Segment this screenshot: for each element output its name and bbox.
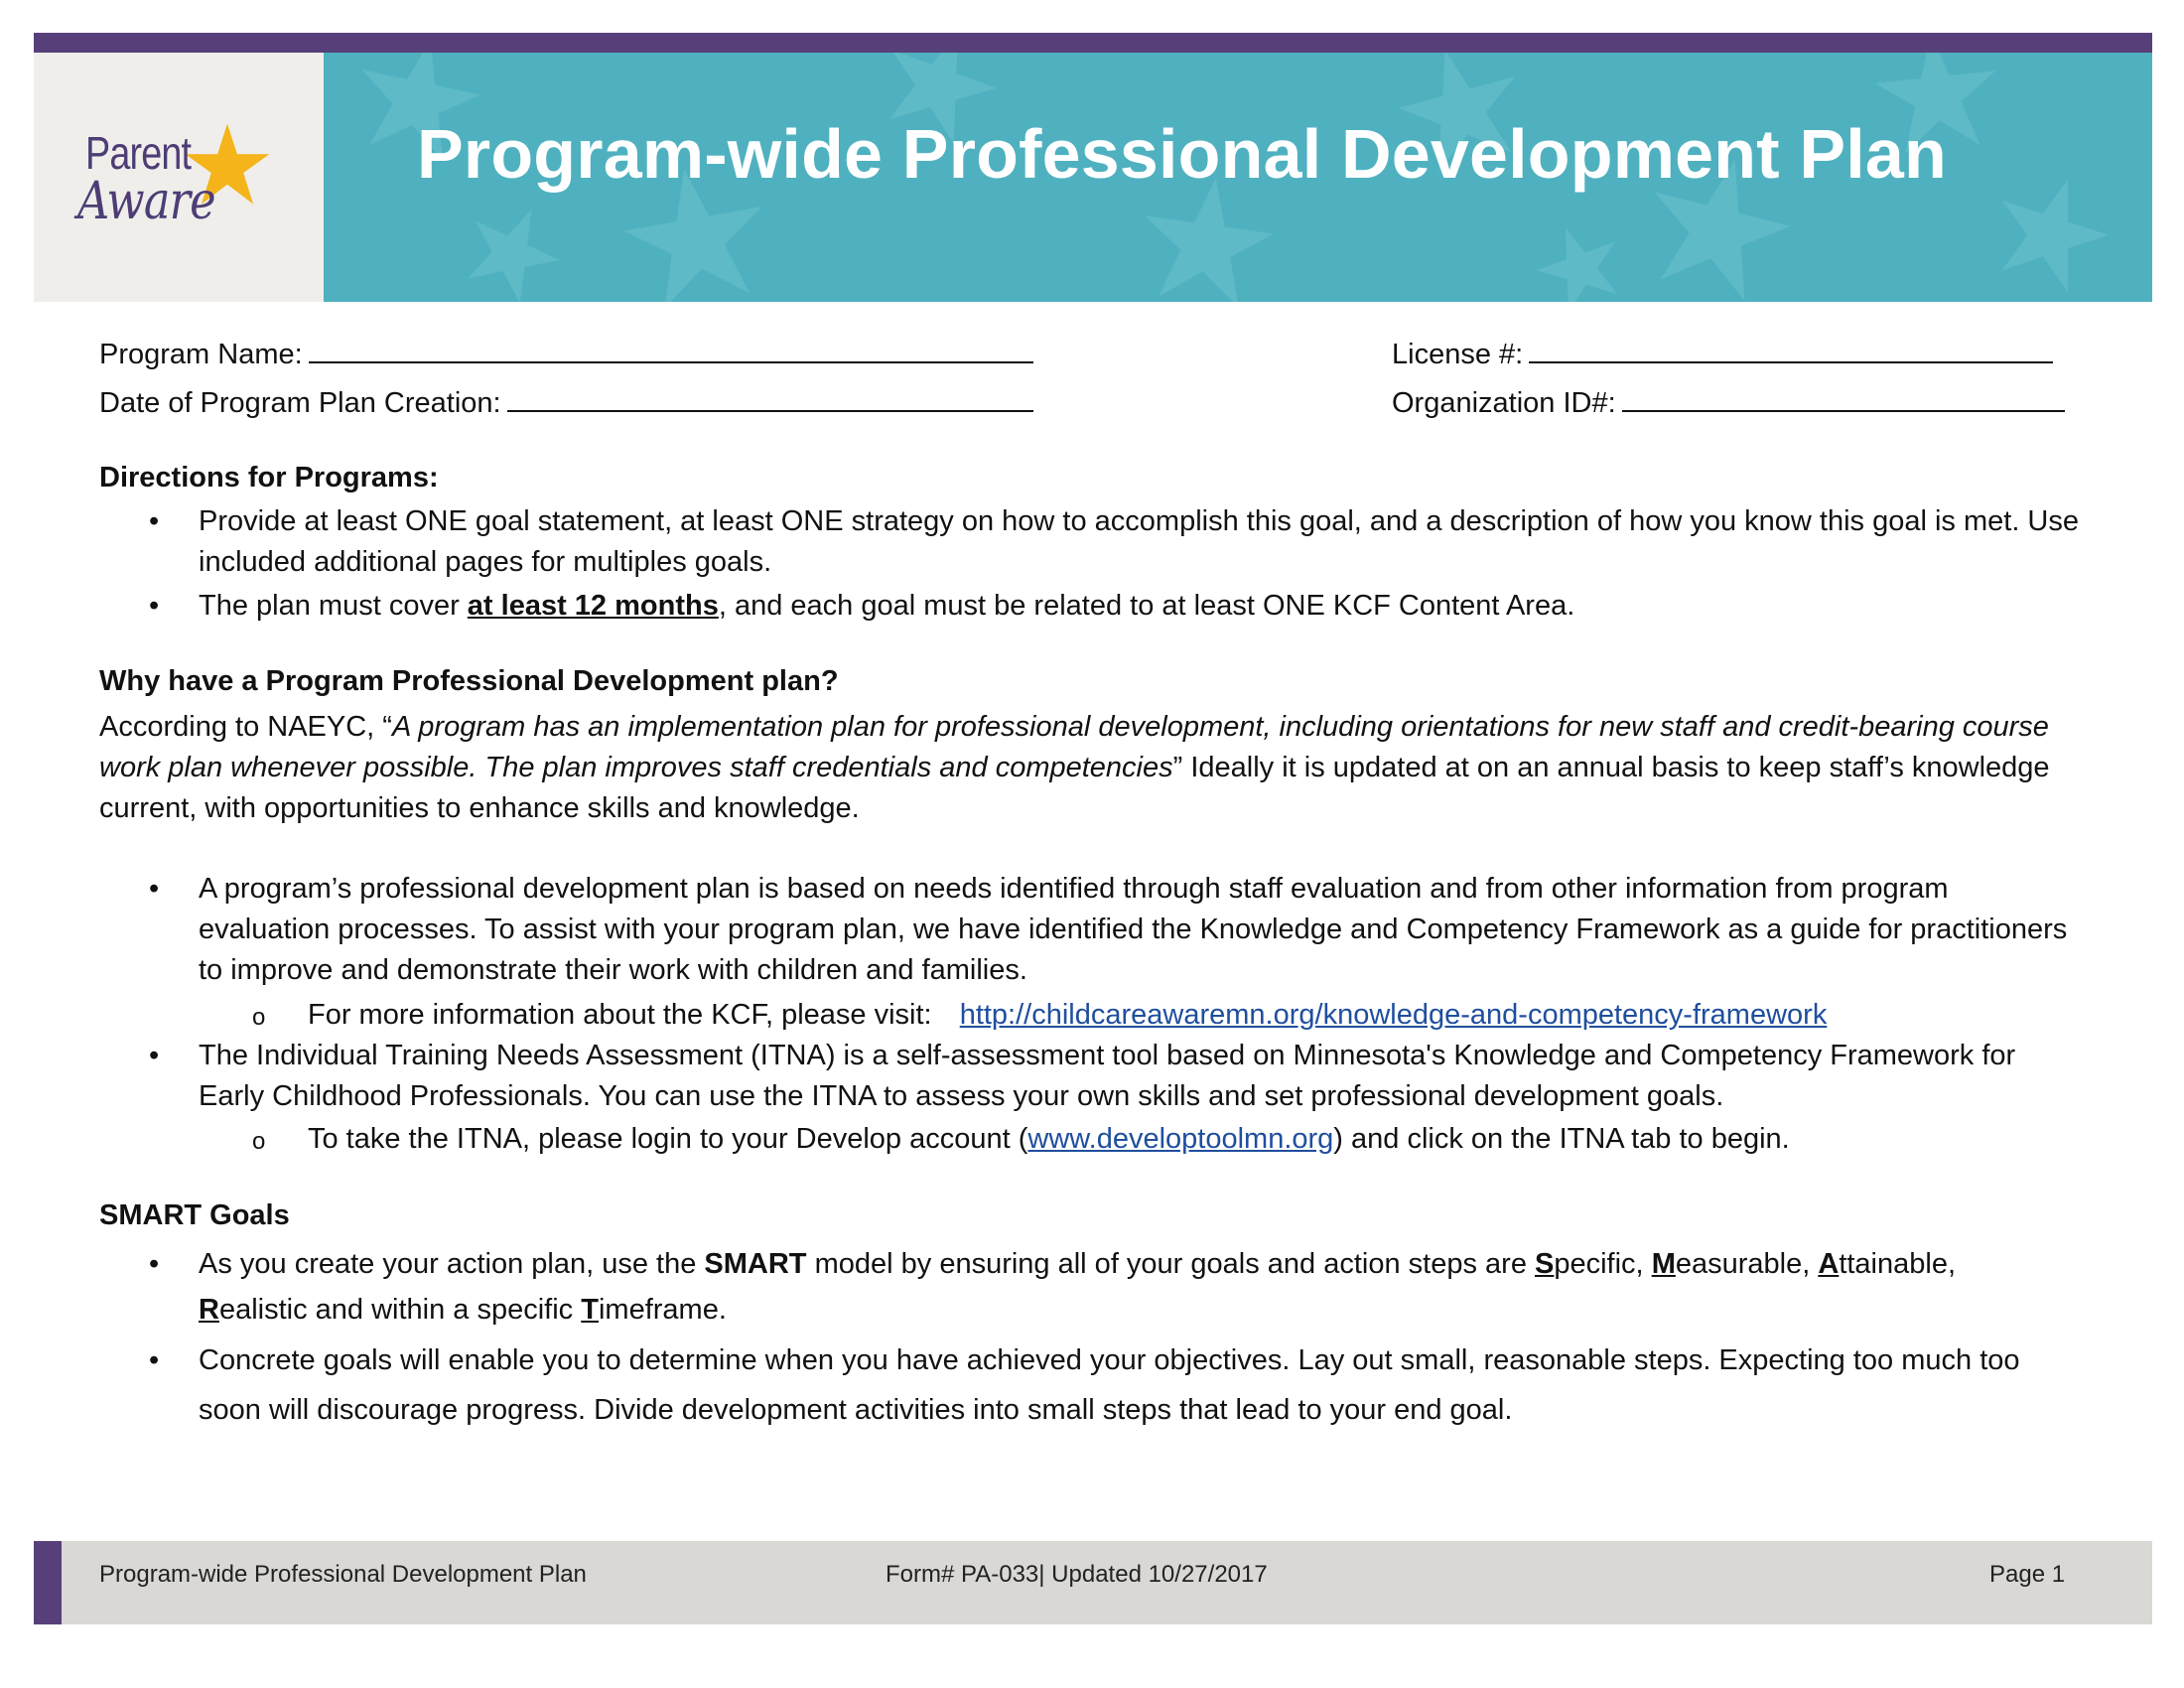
itna-text-pre: To take the ITNA, please login to your Develop account ( <box>308 1123 1028 1155</box>
smart-word-a: ttainable, <box>1839 1248 1957 1280</box>
smart-keyword: SMART <box>704 1248 807 1280</box>
bullet-icon: • <box>149 590 160 622</box>
bullet-icon: • <box>149 1248 160 1280</box>
smart-word-m: easurable, <box>1675 1248 1819 1280</box>
sub-bullet-icon: o <box>252 1128 266 1155</box>
page-title: Program-wide Professional Development Plan <box>417 115 1948 193</box>
program-name-blank[interactable] <box>309 332 1033 363</box>
org-id-label: Organization ID#: <box>1392 387 1616 419</box>
itna-text-post: ) and click on the ITNA tab to begin. <box>1333 1123 1790 1155</box>
plan-date-label: Date of Program Plan Creation: <box>99 387 501 419</box>
bullet-icon: • <box>149 1040 160 1071</box>
footer-accent-bar <box>34 1541 62 1624</box>
list-item <box>252 1119 2085 1160</box>
smart-letter-m: M <box>1651 1248 1676 1280</box>
list-item <box>149 1241 2085 1333</box>
directions-bullet-2-emphasis: at least 12 months <box>467 590 719 622</box>
why-intro-quote: A program has an implementation plan for professional development, including orientations for new staff and credit-bearing course work plan whenever possible. The plan improves staff credentials and competencies <box>99 711 2049 783</box>
smart-bullet-1-pre: As you create your action plan, use the <box>199 1248 705 1280</box>
kcf-link[interactable]: http://childcareawaremn.org/knowledge-and-competency-framework <box>959 999 1828 1031</box>
develop-link[interactable]: www.developtoolmn.org <box>1027 1123 1334 1155</box>
footer-doc-title: Program-wide Professional Development Plan <box>99 1561 587 1588</box>
directions-heading: Directions for Programs: <box>99 462 439 493</box>
program-name-label: Program Name: <box>99 339 303 370</box>
sub-bullet-icon: o <box>252 1004 266 1031</box>
bullet-icon: • <box>149 873 160 905</box>
smart-word-t: imeframe. <box>598 1294 727 1326</box>
why-bullet-1: A program’s professional development plan is based on needs identified through staff evaluation and from other information from program evaluation processes. To assist with your program plan, we have identified the Knowledge and Competency Framework as a guide for practitioners to improve and demonstrate their work with children and families. <box>199 873 2068 986</box>
logo-text-aware: Aware <box>77 172 215 231</box>
list-item <box>149 501 2085 583</box>
why-intro-pre: According to NAEYC, “ <box>99 711 392 743</box>
logo-text-parent: Parent <box>85 127 192 179</box>
smart-bullet-1-mid: model by ensuring all of your goals and action steps are <box>806 1248 1536 1280</box>
list-item <box>252 995 2085 1036</box>
list-item <box>149 1036 2085 1117</box>
why-intro-post: ” Ideally it is updated at on an annual basis to keep staff’s knowledge current, with opportunities to enhance skills and knowledge. <box>99 752 2050 824</box>
plan-date-field <box>99 380 1033 420</box>
smart-letter-t: T <box>581 1294 599 1326</box>
page-footer <box>34 1541 2152 1624</box>
kcf-info-text: For more information about the KCF, please visit: <box>308 999 932 1031</box>
org-id-field <box>1392 380 2065 420</box>
directions-bullet-1: Provide at least ONE goal statement, at least ONE strategy on how to accomplish this goal, and a description of how you know this goal is met. Use included additional pages for multiples goals. <box>199 505 2080 578</box>
logo <box>34 53 324 302</box>
smart-word-r: ealistic and within a specific <box>218 1294 582 1326</box>
smart-heading: SMART Goals <box>99 1199 290 1231</box>
title-banner <box>324 53 2152 302</box>
smart-letter-r: R <box>199 1294 219 1326</box>
why-bullet-2: The Individual Training Needs Assessment (ITNA) is a self-assessment tool based on Minnesota's Knowledge and Competency Framework for Early Childhood Professionals. You can use the ITNA to assess your own skills and set professional development goals. <box>199 1040 2016 1112</box>
why-intro <box>99 707 2085 829</box>
smart-word-s: pecific, <box>1554 1248 1652 1280</box>
program-name-field <box>99 332 1033 371</box>
license-field <box>1392 332 2053 371</box>
directions-bullet-2-pre: The plan must cover <box>199 590 468 622</box>
footer-form-number: Form# PA-033| Updated 10/27/2017 <box>886 1561 1268 1588</box>
plan-date-blank[interactable] <box>507 380 1033 412</box>
license-blank[interactable] <box>1529 332 2053 363</box>
footer-page-number: Page 1 <box>1989 1561 2066 1588</box>
smart-letter-a: A <box>1818 1248 1840 1280</box>
header-top-bar <box>34 33 2152 53</box>
header <box>34 53 2152 302</box>
license-label: License #: <box>1392 339 1524 370</box>
list-item <box>149 1336 2085 1435</box>
bullet-icon: • <box>149 505 160 537</box>
smart-letter-s: S <box>1535 1248 1555 1280</box>
smart-bullet-2: Concrete goals will enable you to determine when you have achieved your objectives. Lay out small, reasonable steps. Expecting too much too soon will discourage progress. Divide development activities into small steps that lead to your end goal. <box>199 1344 2020 1426</box>
list-item <box>149 586 2085 627</box>
bullet-icon: • <box>149 1344 160 1376</box>
org-id-blank[interactable] <box>1622 380 2065 412</box>
why-heading: Why have a Program Professional Development plan? <box>99 665 839 697</box>
list-item <box>149 869 2085 991</box>
directions-bullet-2-post: , and each goal must be related to at least ONE KCF Content Area. <box>718 590 1575 622</box>
